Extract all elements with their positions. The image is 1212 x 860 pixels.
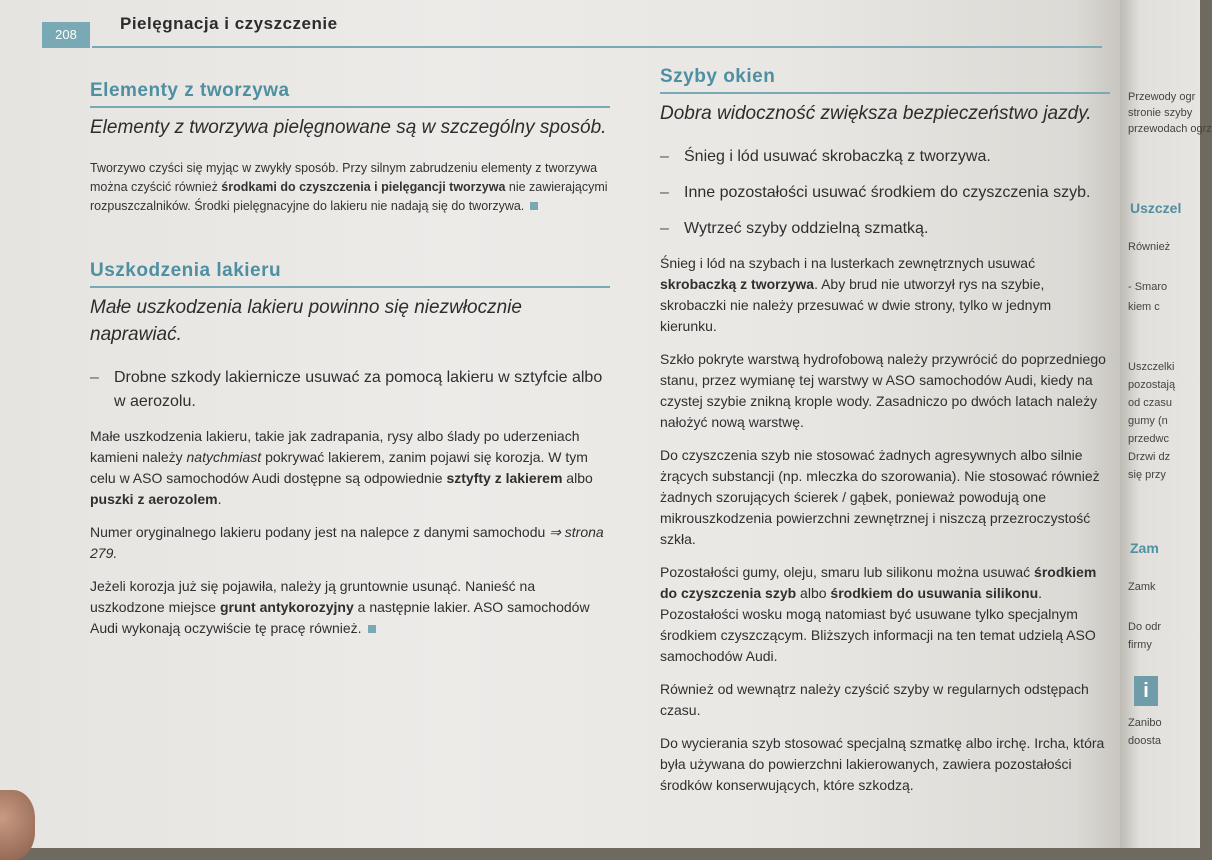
manual-page-right-edge — [1120, 0, 1212, 848]
header-rule — [92, 46, 1102, 48]
next-page-line: kiem c — [1128, 301, 1160, 313]
next-page-line: Zamk — [1128, 581, 1156, 593]
finger-shadow — [0, 790, 35, 860]
section-title-plastic: Elementy z tworzywa — [90, 80, 610, 108]
section-lead-plastic: Elementy z tworzywa pielęgnowane są w szczególny sposób. — [90, 117, 607, 138]
next-page-heading: Zam — [1130, 540, 1159, 556]
next-page-heading: Uszczel — [1130, 200, 1182, 216]
windows-bullet-1: – Śnieg i lód usuwać skrobaczką z tworzywa. — [660, 148, 991, 165]
next-page-line: gumy (n — [1128, 415, 1168, 427]
next-page-line: Zanibo — [1128, 717, 1162, 729]
page-reference-link[interactable]: ⇒ strona 279. — [90, 524, 604, 561]
next-page-line: pozostają — [1128, 379, 1176, 391]
windows-paragraph-5: Również od wewnątrz należy czyścić szyby w regularnych odstępach czasu. — [660, 681, 1089, 718]
next-page-line: Również — [1128, 241, 1171, 253]
next-page-line: przedwc — [1128, 433, 1169, 445]
page-number: 208 — [42, 22, 90, 48]
windows-paragraph-2: Szkło pokryte warstwą hydrofobową należy przywrócić do poprzedniego stanu, przez wymianę tej warstwy w ASO samochodów Audi, kiedy na czystej szybie znikną krople wody. Zasadniczo po dwóch latach należy nałożyć nową warstwę. — [660, 351, 1106, 430]
page-header — [0, 10, 1120, 44]
next-page-line: się przy — [1128, 469, 1166, 481]
section-title-paint: Uszkodzenia lakieru — [90, 260, 610, 288]
windows-paragraph-6: Do wycierania szyb stosować specjalną szmatkę albo irchę. Ircha, która była używana do powierzchni lakierowanych, zawiera pozostałości środków konserwujących, które szkodzą. — [660, 735, 1105, 793]
next-page-line: firmy — [1128, 639, 1152, 651]
info-icon: i — [1134, 676, 1158, 706]
paint-paragraph-2: Numer oryginalnego lakieru podany jest na nalepce z danymi samochodu ⇒ strona 279. — [90, 524, 604, 561]
next-page-line: przewodach ogrz — [1128, 123, 1212, 135]
section-lead-paint: Małe uszkodzenia lakieru powinno się niezwłocznie naprawiać. — [90, 297, 522, 345]
next-page-line: Do odr — [1128, 621, 1162, 633]
paint-paragraph-1: Małe uszkodzenia lakieru, takie jak zadrapania, rysy albo ślady po uderzeniach kamieni należy natychmiast pokrywać lakierem, zanim pojawi się korozja. W tym celu w ASO samochodów Audi dostępne są odpowiednie sztyfty z lakierem albo puszki z aerozolem. — [90, 428, 593, 507]
plastic-paragraph: Tworzywo czyści się myjąc w zwykły sposób. Przy silnym zabrudzeniu elementy z tworzywa można czyścić również środkami do czyszczenia i pielęgancji tworzywa nie zawierającymi rozpuszczalników. Środki pielęgnacyjne do lakieru nie nadają się do tworzywa. — [90, 161, 608, 213]
left-column — [90, 80, 610, 651]
next-page-line: Przewody ogr — [1128, 91, 1196, 103]
windows-paragraph-4: Pozostałości gumy, oleju, smaru lub silikonu można usuwać środkiem do czyszczenia szyb albo środkiem do usuwania silikonu. Pozostałości wosku mogą natomiast być usuwane tylko specjalnym środkiem czyszczącym. Bliższych informacji na ten temat udzielą ASO samochodów Audi. — [660, 564, 1097, 664]
paint-paragraph-3: Jeżeli korozja już się pojawiła, należy ją gruntownie usunąć. Nanieść na uszkodzone miejsce grunt antykorozyjny a następnie lakier. ASO samochodów Audi wykonają oczywiście tę pracę również. — [90, 578, 590, 636]
windows-bullet-2: – Inne pozostałości usuwać środkiem do czyszczenia szyb. — [660, 184, 1091, 201]
next-page-line: stronie szyby — [1128, 107, 1193, 119]
next-page-line: Uszczelki — [1128, 361, 1175, 373]
next-page-line: doosta — [1128, 735, 1162, 747]
end-mark — [368, 625, 376, 633]
end-mark — [530, 202, 538, 210]
section-lead-windows: Dobra widoczność zwiększa bezpieczeństwo jazdy. — [660, 103, 1092, 124]
running-title: Pielęgnacja i czyszczenie — [120, 14, 338, 33]
windows-paragraph-3: Do czyszczenia szyb nie stosować żadnych agresywnych albo silnie żrących substancji (np. mleczka do szorowania). Nie stosować również żadnych szorujących ścierek / gąbek, ponieważ powodują one mikrouszkodzenia powierzchni zewnętrznej i niszczą przezroczystość szkła. — [660, 447, 1100, 547]
paint-bullet: – Drobne szkody lakiernicze usuwać za pomocą lakieru w sztyfcie albo w aerozolu. — [90, 369, 603, 410]
next-page-line: Drzwi dz — [1128, 451, 1171, 463]
section-title-windows: Szyby okien — [660, 66, 1110, 94]
windows-paragraph-1: Śnieg i lód na szybach i na lusterkach zewnętrznych usuwać skrobaczką z tworzywa. Aby brud nie utworzył rys na szybie, skrobaczki nie należy przesuwać w dwie strony, tylko w jednym kierunku. — [660, 255, 1052, 334]
windows-bullet-3: – Wytrzeć szyby oddzielną szmatką. — [660, 220, 929, 237]
right-column — [660, 66, 1110, 808]
next-page-line: - Smaro — [1128, 281, 1168, 293]
next-page-line: od czasu — [1128, 397, 1173, 409]
